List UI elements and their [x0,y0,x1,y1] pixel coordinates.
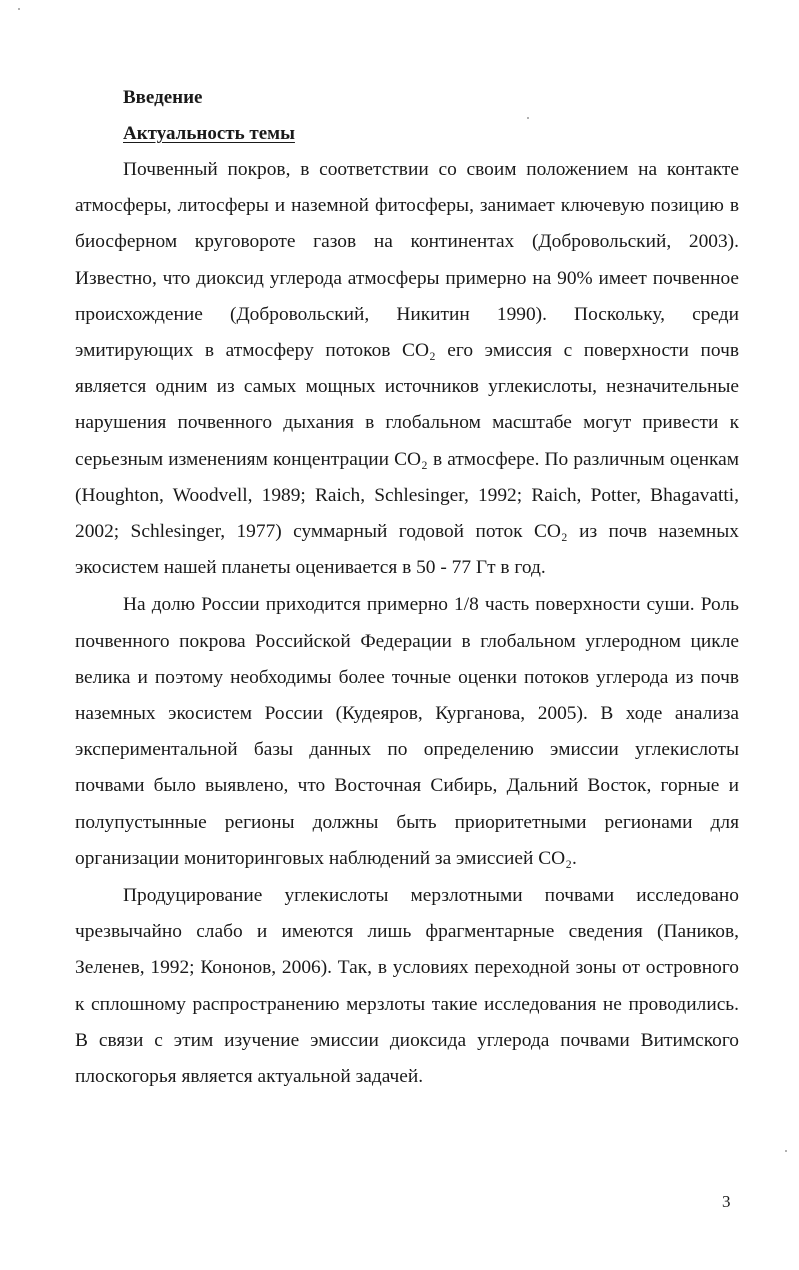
subtitle-text: Актуальность темы [123,123,295,144]
paragraph-2: На долю России приходится примерно 1/8 часть поверхности суши. Роль почвенного покрова Российской Федерации в глобальном углеродном цикле велика и поэтому необходимы более точные оценки потоков углерода из почв наземных экосистем России (Кудеяров, Курганова, 2005). В ходе анализа экспериментальной базы данных по определению эмиссии углекислоты почвами было выявлено, что Восточная Сибирь, Дальний Восток, горные и полупустынные регионы должны быть приоритетными регионами для организации мониторинговых наблюдений за эмиссией CO₂. [75,594,739,869]
page-number: 3 [722,1192,731,1211]
document-body [75,80,739,1095]
paragraph-1: Почвенный покров, в соответствии со своим положением на контакте атмосферы, литосферы и наземной фитосферы, занимает ключевую позицию в биосферном круговороте газов на континентах (Добровольский, 2003). Известно, что диоксид углерода атмосферы примерно на 90% имеет почвенное происхождение (Добровольский, Никитин 1990). Поскольку, среди эмитирующих в атмосферу потоков CO₂ его эмиссия с поверхности почв является одним из самых мощных источников углекислоты, незначительные нарушения почвенного дыхания в глобальном масштабе могут привести к серьезным изменениям концентрации CO₂ в атмосфере. По различным оценкам (Houghton, Woodvell, 1989; Raich, Schlesinger, 1992; Raich, Potter, Bhagavatti, 2002; Schlesinger, 1977) суммарный годовой поток CO₂ из почв наземных экосистем нашей планеты оценивается в 50 - 77 Гт в год. [75,159,739,579]
scan-speck [18,8,20,10]
section-title: Введение [123,87,203,108]
paragraph-3: Продуцирование углекислоты мерзлотными почвами исследовано чрезвычайно слабо и имеются лишь фрагментарные сведения (Паников, Зеленев, 1992; Кононов, 2006). Так, в условиях переходной зоны от островного к сплошному распространению мерзлоты такие исследования не проводились. В связи с этим изучение эмиссии диоксида углерода почвами Витимского плоскогорья является актуальной задачей. [75,885,739,1088]
section-subtitle [75,116,739,152]
scan-speck [785,1150,787,1152]
